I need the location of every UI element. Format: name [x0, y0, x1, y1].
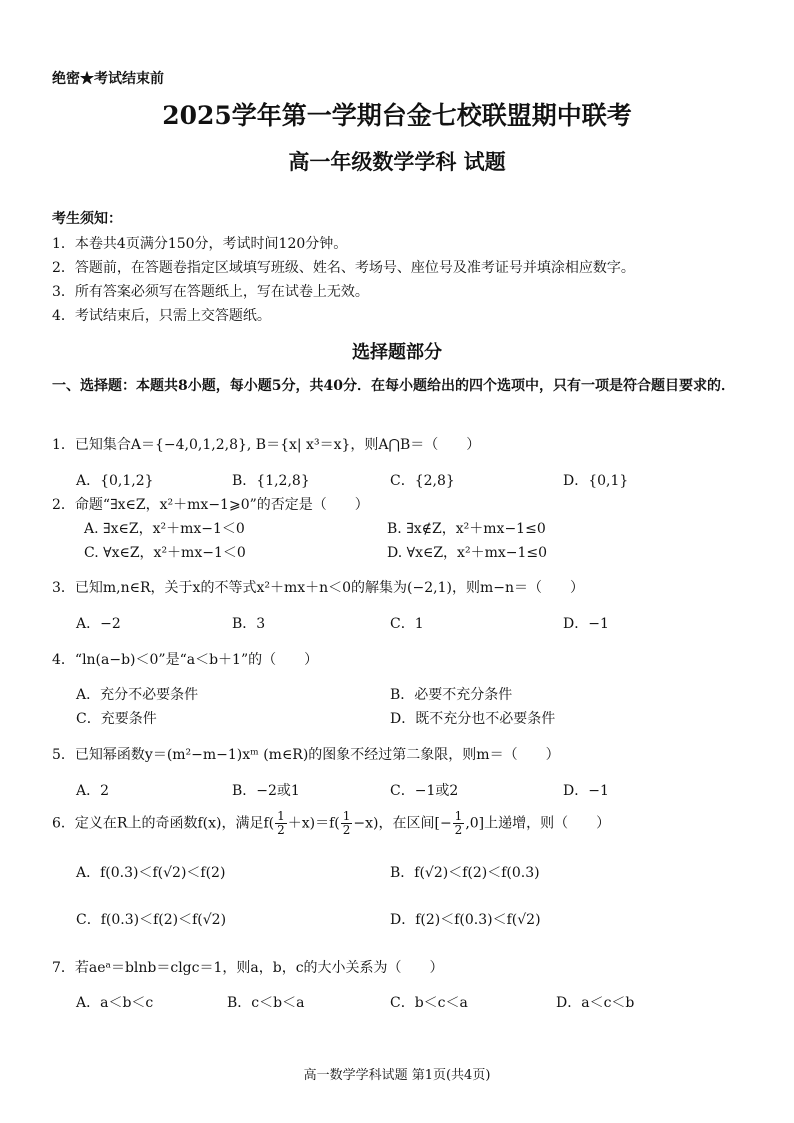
exam-subtitle: 高一年级数学学科 试题 — [288, 149, 506, 174]
question-3-option-c: C．1 — [390, 616, 424, 632]
q6-text: ,0]上递增，则（ ） — [465, 815, 611, 832]
question-7-option-a: A．a＜b＜c — [76, 995, 154, 1011]
question-1-stem: 1．已知集合A＝{−4,0,1,2,8}, B＝{x| x³＝x}，则A⋂B＝（ ） — [52, 437, 481, 453]
fraction — [453, 810, 465, 837]
question-6-option-a: A．f(0.3)＜f(√2)＜f(2) — [76, 865, 226, 881]
question-5-stem: 5．已知幂函数y＝(m²−m−1)xᵐ (m∈R)的图象不经过第二象限，则m＝（ ） — [52, 747, 560, 763]
fraction-denominator: 2 — [454, 823, 463, 837]
q6-text: −x)，在区间[− — [353, 815, 452, 832]
fraction — [275, 810, 287, 837]
question-6-stem — [52, 810, 610, 837]
exam-title: 2025学年第一学期台金七校联盟期中联考 — [162, 101, 632, 130]
question-4-option-a: A．充分不必要条件 — [76, 687, 199, 703]
question-2-option-d: D. ∀x∈Z，x²＋mx−1≤0 — [387, 545, 548, 561]
section-instruction: 一、选择题：本题共8小题，每小题5分，共40分．在每小题给出的四个选项中，只有一项是符合题目要求的． — [52, 378, 735, 394]
notice-item: 2．答题前，在答题卷指定区域填写班级、姓名、考场号、座位号及准考证号并填涂相应数字。 — [52, 260, 635, 276]
confidential-label: 绝密★考试结束前 — [52, 71, 164, 87]
fraction-denominator: 2 — [277, 823, 285, 837]
question-5-option-b: B．−2或1 — [232, 783, 300, 799]
question-2-stem: 2．命题“∃x∈Z，x²＋mx−1⩾0”的否定是（ ） — [52, 497, 369, 513]
question-2-option-b: B. ∃x∉Z，x²＋mx−1≤0 — [387, 521, 546, 537]
fraction-numerator: 1 — [342, 809, 351, 823]
question-4-stem: 4．“ln(a−b)＜0”是“a＜b＋1”的（ ） — [52, 652, 319, 668]
question-4-option-b: B．必要不充分条件 — [390, 687, 513, 703]
question-4-option-c: C．充要条件 — [76, 711, 157, 727]
question-2-option-a: A. ∃x∈Z，x²＋mx−1＜0 — [84, 521, 245, 537]
page-footer: 高一数学学科试题 第1页(共4页) — [303, 1068, 491, 1083]
notice-item: 3．所有答案必须写在答题纸上，写在试卷上无效。 — [52, 284, 369, 300]
question-3-option-a: A．−2 — [76, 616, 121, 632]
q6-text: 6．定义在R上的奇函数f(x)，满足f( — [52, 815, 275, 832]
question-6-option-c: C．f(0.3)＜f(2)＜f(√2) — [76, 912, 227, 928]
question-7-option-d: D．a＜c＜b — [556, 995, 635, 1011]
question-4-option-d: D．既不充分也不必要条件 — [390, 711, 556, 727]
question-3-stem: 3．已知m,n∈R，关于x的不等式x²＋mx＋n＜0的解集为(−2,1)，则m−n＝（ ） — [52, 580, 584, 596]
question-1-option-b: B．{1,2,8} — [232, 473, 310, 489]
question-7-option-c: C．b＜c＜a — [390, 995, 468, 1011]
question-1-option-d: D．{0,1} — [563, 473, 629, 489]
question-6-option-b: B．f(√2)＜f(2)＜f(0.3) — [390, 865, 540, 881]
section-title: 选择题部分 — [352, 342, 442, 363]
notice-item: 1．本卷共4页满分150分，考试时间120分钟。 — [52, 236, 348, 252]
question-6-option-d: D．f(2)＜f(0.3)＜f(√2) — [390, 912, 541, 928]
fraction-numerator: 1 — [454, 809, 463, 823]
question-7-option-b: B．c＜b＜a — [227, 995, 305, 1011]
question-5-option-d: D．−1 — [563, 783, 609, 799]
question-7-stem: 7．若aeᵃ＝blnb＝clgc＝1，则a，b，c的大小关系为（ ） — [52, 960, 444, 976]
question-2-option-c: C. ∀x∈Z，x²＋mx−1＜0 — [84, 545, 246, 561]
question-5-option-a: A．2 — [76, 783, 110, 799]
fraction-numerator: 1 — [277, 809, 285, 823]
notice-item: 4．考试结束后，只需上交答题纸。 — [52, 308, 271, 324]
fraction — [341, 810, 353, 837]
question-1-option-c: C．{2,8} — [390, 473, 455, 489]
question-1-option-a: A．{0,1,2} — [76, 473, 154, 489]
question-5-option-c: C．−1或2 — [390, 783, 459, 799]
notice-heading: 考生须知： — [52, 211, 122, 227]
question-3-option-b: B．3 — [232, 616, 266, 632]
q6-text: ＋x)＝f( — [287, 815, 340, 832]
fraction-denominator: 2 — [342, 823, 351, 837]
question-3-option-d: D．−1 — [563, 616, 609, 632]
